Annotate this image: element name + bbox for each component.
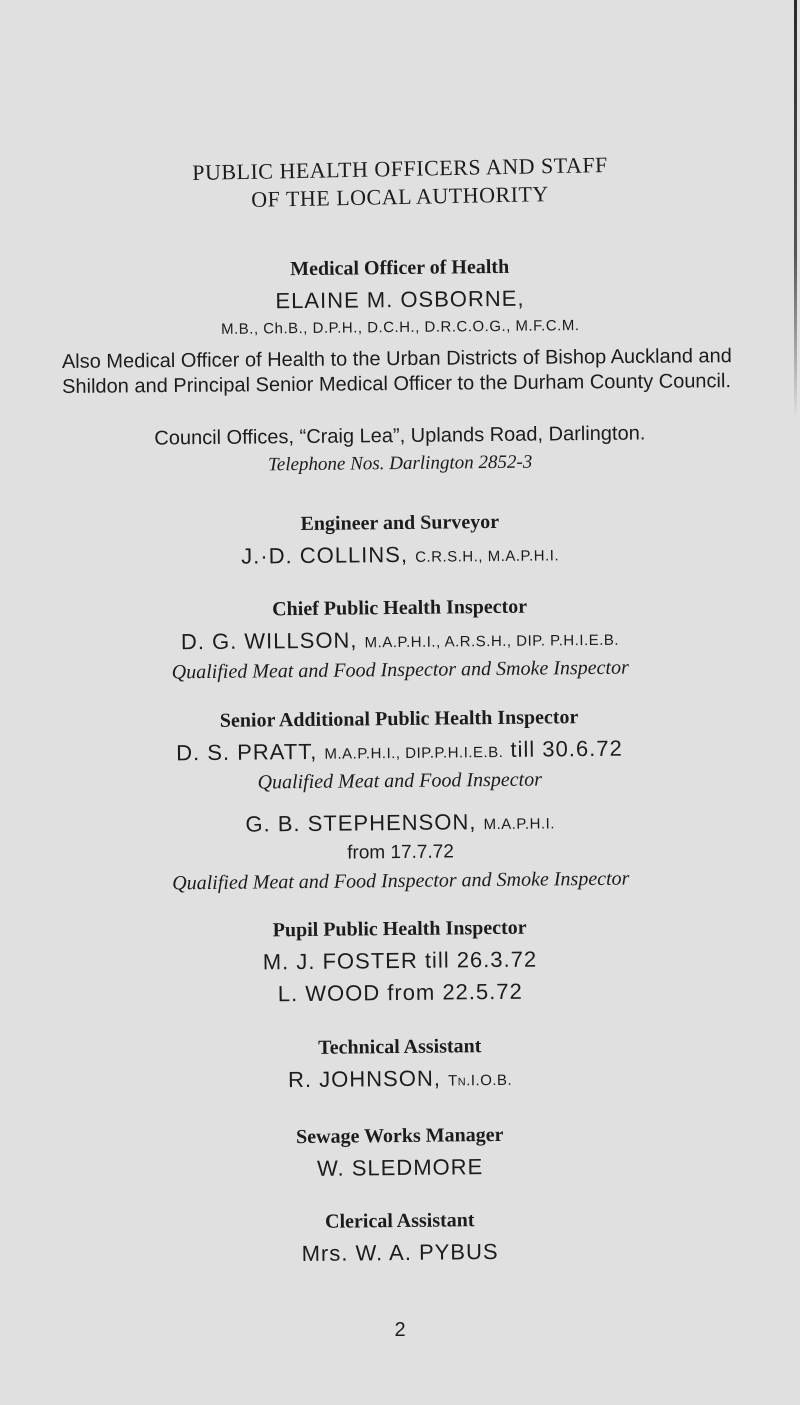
sewage-manager-heading: Sewage Works Manager [295, 1123, 504, 1149]
engineer-qualifications: C.R.S.H., M.A.P.H.I. [415, 547, 560, 566]
pupil-inspector-section [0, 914, 800, 1016]
chief-inspector-note: Qualified Meat and Food Inspector and Smoke Inspector [171, 656, 629, 684]
senior-inspector-heading: Senior Additional Public Health Inspector [219, 706, 579, 732]
engineer-section [0, 508, 800, 578]
moh-address-block [0, 421, 800, 479]
senior-inspector-2-name: G. B. STEPHENSON, [245, 809, 477, 837]
moh-description: Also Medical Officer of Health to the Urban Districts of Bishop Auckland and Shildon and Principal Senior Medical Officer to the Durham County Council. [61, 345, 732, 398]
technical-assistant-name: R. JOHNSON, [287, 1065, 442, 1093]
page-title-line-1: PUBLIC HEALTH OFFICERS AND STAFF [191, 152, 609, 185]
moh-name: ELAINE M. OSBORNE, [275, 285, 525, 314]
engineer-heading: Engineer and Surveyor [300, 510, 500, 536]
senior-inspector-section [0, 704, 800, 904]
pupil-inspector-line-2: L. WOOD from 22.5.72 [277, 978, 523, 1007]
moh-heading: Medical Officer of Health [290, 255, 510, 281]
engineer-name: J.·D. COLLINS, [241, 541, 409, 569]
senior-inspector-1-name: D. S. PRATT, [176, 738, 318, 766]
senior-inspector-1-qualifications: M.A.P.H.I., DIP.P.H.I.E.B. [324, 743, 504, 763]
page-title-line-2: OF THE LOCAL AUTHORITY [250, 181, 549, 212]
page-number: 2 [394, 1319, 406, 1341]
senior-inspector-2-date: from 17.7.72 [347, 841, 454, 864]
chief-inspector-section [0, 593, 800, 693]
technical-assistant-heading: Technical Assistant [318, 1035, 482, 1059]
pupil-inspector-heading: Pupil Public Health Inspector [272, 916, 527, 942]
senior-inspector-2-note: Qualified Meat and Food Inspector and Smoke Inspector [172, 867, 630, 895]
pupil-inspector-line-1: M. J. FOSTER till 26.3.72 [262, 946, 538, 975]
chief-inspector-qualifications: M.A.P.H.I., A.R.S.H., DIP. P.H.I.E.B. [364, 631, 620, 652]
senior-inspector-1-date: till 30.6.72 [510, 735, 623, 762]
senior-inspector-2-qualifications: M.A.P.H.I. [483, 815, 556, 834]
moh-address: Council Offices, “Craig Lea”, Uplands Road, Darlington. [154, 422, 646, 450]
technical-assistant-qualifications: Tn.I.O.B. [447, 1071, 513, 1090]
moh-telephone: Telephone Nos. Darlington 2852-3 [267, 451, 533, 476]
clerical-assistant-heading: Clerical Assistant [324, 1209, 475, 1233]
moh-section [0, 253, 800, 351]
page-edge-shadow [794, 0, 797, 420]
technical-assistant-section [0, 1032, 800, 1102]
sewage-manager-section [0, 1121, 800, 1191]
moh-qualifications: M.B., Ch.B., D.P.H., D.C.H., D.R.C.O.G., M.F.C.M. [220, 317, 580, 338]
chief-inspector-name: D. G. WILLSON, [180, 627, 358, 655]
chief-inspector-heading: Chief Public Health Inspector [272, 595, 528, 621]
clerical-assistant-section [0, 1206, 800, 1276]
sewage-manager-name: W. SLEDMORE [316, 1154, 484, 1181]
clerical-assistant-name: Mrs. W. A. PYBUS [301, 1238, 499, 1267]
senior-inspector-1-note: Qualified Meat and Food Inspector [257, 768, 543, 794]
